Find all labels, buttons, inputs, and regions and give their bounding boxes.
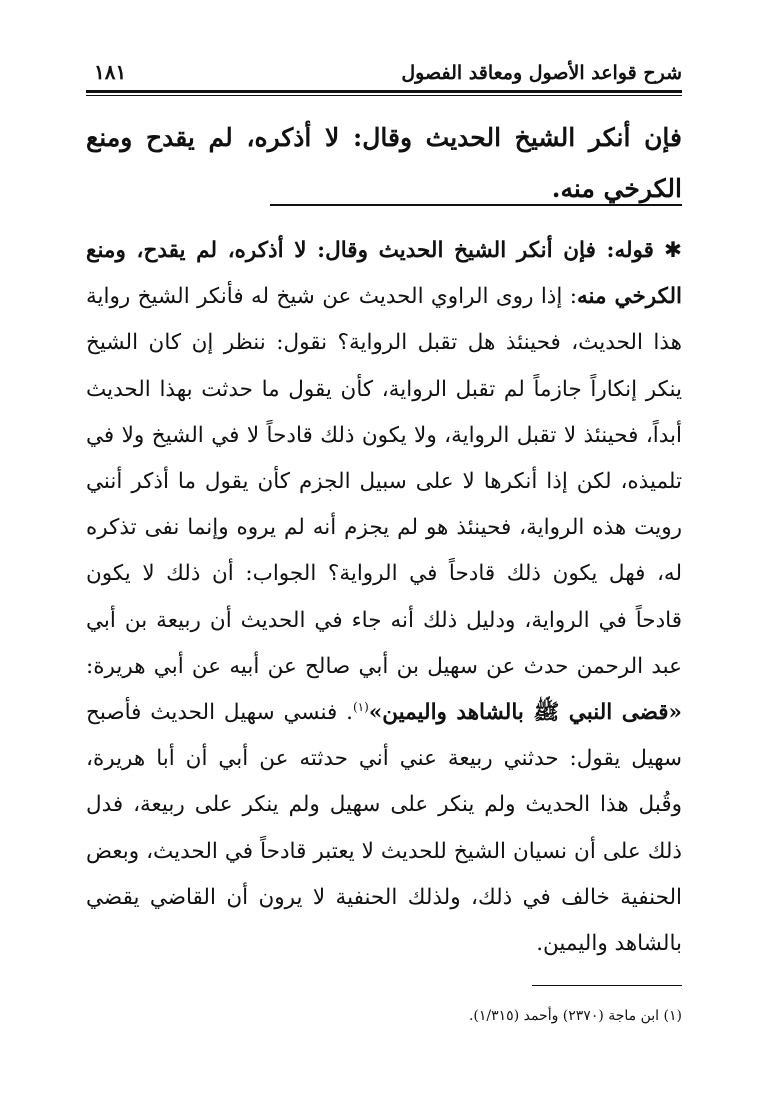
commentary-paragraph (86, 228, 682, 967)
commentary-lead-quote: قوله: فإن أنكر الشيخ الحديث وقال: لا أذكره، لم يقدح، ومنع الكرخي منه (86, 238, 682, 310)
footnote-item: (١) ابن ماجة (٢٣٧٠) وأحمد (١/٣١٥). (468, 1008, 682, 1024)
matn-separator-rule (270, 204, 682, 206)
header-rule-thin (86, 95, 682, 96)
hadith-quote: «قضى النبي ﷺ بالشاهد واليمين» (368, 700, 682, 726)
commentary-body-part1: : إذا روى الراوي الحديث عن شيخ له فأنكر الشيخ رواية هذا الحديث، فحينئذ هل تقبل الرواية؟ نقول: ننظر إن كان الشيخ ينكر إنكاراً جازماً لم تقبل الرواية، كأن يقول ما حدثت بهذا الحديث أبداً، فحينئذ لا تقبل الرواية، ولا يكون ذلك قادحاً لا في الشيخ ولا في تلميذه، لكن إذا أنكرها لا على سبيل الجزم كأن يقول ما أذكر أنني رويت هذه الرواية، فحينئذ هو لم يجزم أنه لم يروه وإنما نفى تذكره له، فهل يكون ذلك قادحاً في الرواية؟ الجواب: أن ذلك لا يكون قادحاً في الرواية، ودليل ذلك أنه جاء في الحديث أن ربيعة بن أبي عبد الرحمن حدث عن سهيل بن أبي صالح عن أبيه عن أبي هريرة: (86, 284, 682, 679)
commentary-body-part2: . فنسي سهيل الحديث فأصبح سهيل يقول: حدثني ربيعة عني أني حدثته عن أبي أن أبا هريرة، وقُبل هذا الحديث ولم ينكر على سهيل ولم ينكر على ربيعة، فدل ذلك على أن نسيان الشيخ للحديث لا يعتبر قادحاً في الحديث، وبعض الحنفية خالف في ذلك، ولذلك الحنفية لا يرون أن القاضي يقضي بالشاهد واليمين. (86, 700, 682, 957)
footnote-reference: (١) (352, 699, 369, 714)
page-number: ١٨١ (94, 60, 127, 84)
running-header (86, 60, 682, 90)
star-marker-icon: ✱ (663, 238, 682, 263)
header-rule-thick (86, 90, 682, 93)
running-header-title: شرح قواعد الأصول ومعاقد الفصول (401, 62, 682, 84)
matn-text: فإن أنكر الشيخ الحديث وقال: لا أذكره، لم يقدح ومنع الكرخي منه. (86, 123, 682, 203)
footnote-separator-rule (532, 985, 682, 986)
